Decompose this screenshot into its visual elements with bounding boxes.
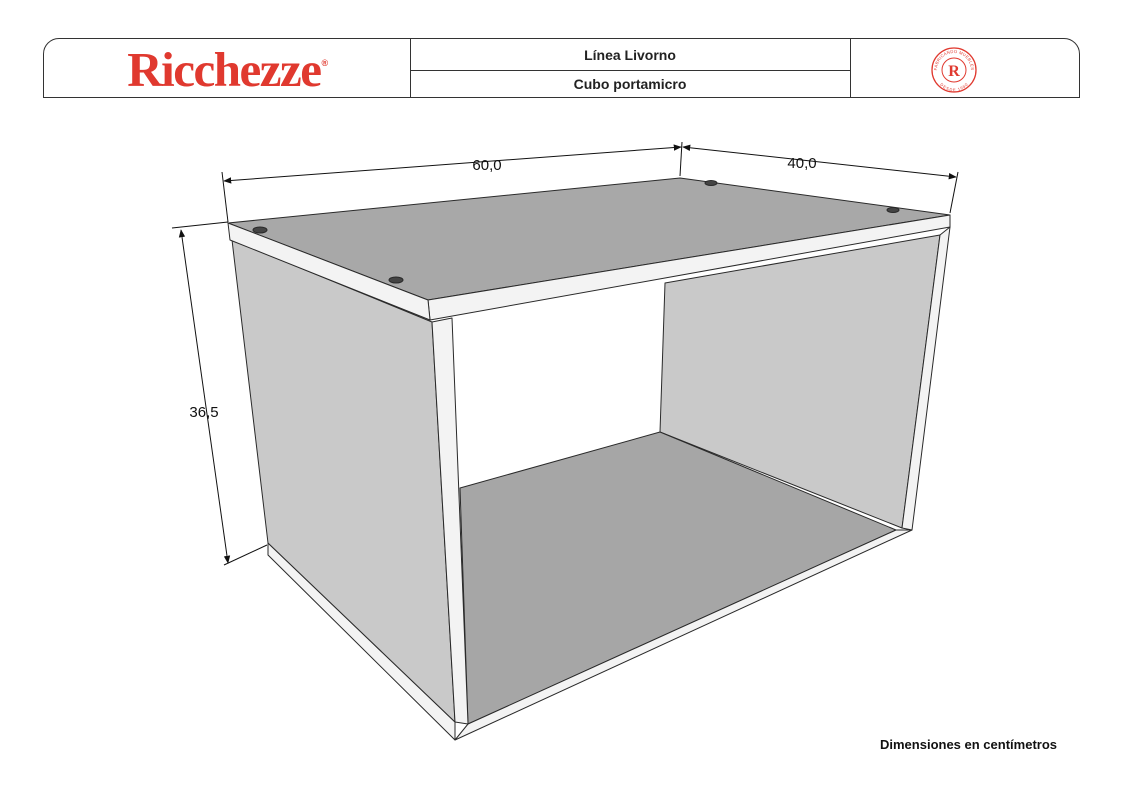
product-name: Cubo portamicro	[573, 76, 687, 92]
registered-mark: ®	[321, 58, 327, 68]
height-dimension-line	[181, 230, 228, 563]
depth-label: 40,0	[787, 155, 817, 172]
width-extension-left	[222, 172, 228, 222]
seal-ring-bottom: DESDE 1980	[939, 81, 969, 93]
seal-letter: R	[948, 63, 960, 80]
seal-ring-top: FABRICANDO MUEBLES	[932, 48, 976, 71]
height-extension-bottom	[224, 545, 267, 565]
line-name: Línea Livorno	[584, 47, 676, 63]
depth-dimension-line	[683, 147, 956, 177]
cabinet	[228, 178, 950, 740]
screw-4	[887, 208, 899, 213]
height-extension-top	[172, 222, 228, 228]
depth-extension-right	[950, 172, 958, 213]
height-label: 36,5	[189, 404, 219, 421]
screw-3	[705, 181, 717, 186]
width-label: 60,0	[472, 157, 502, 174]
units-footnote: Dimensiones en centímetros	[880, 737, 1057, 752]
width-dimension-line	[224, 147, 681, 181]
screw-2	[389, 277, 403, 283]
brand-name: Ricchezze	[127, 41, 321, 97]
screw-1	[253, 227, 267, 233]
